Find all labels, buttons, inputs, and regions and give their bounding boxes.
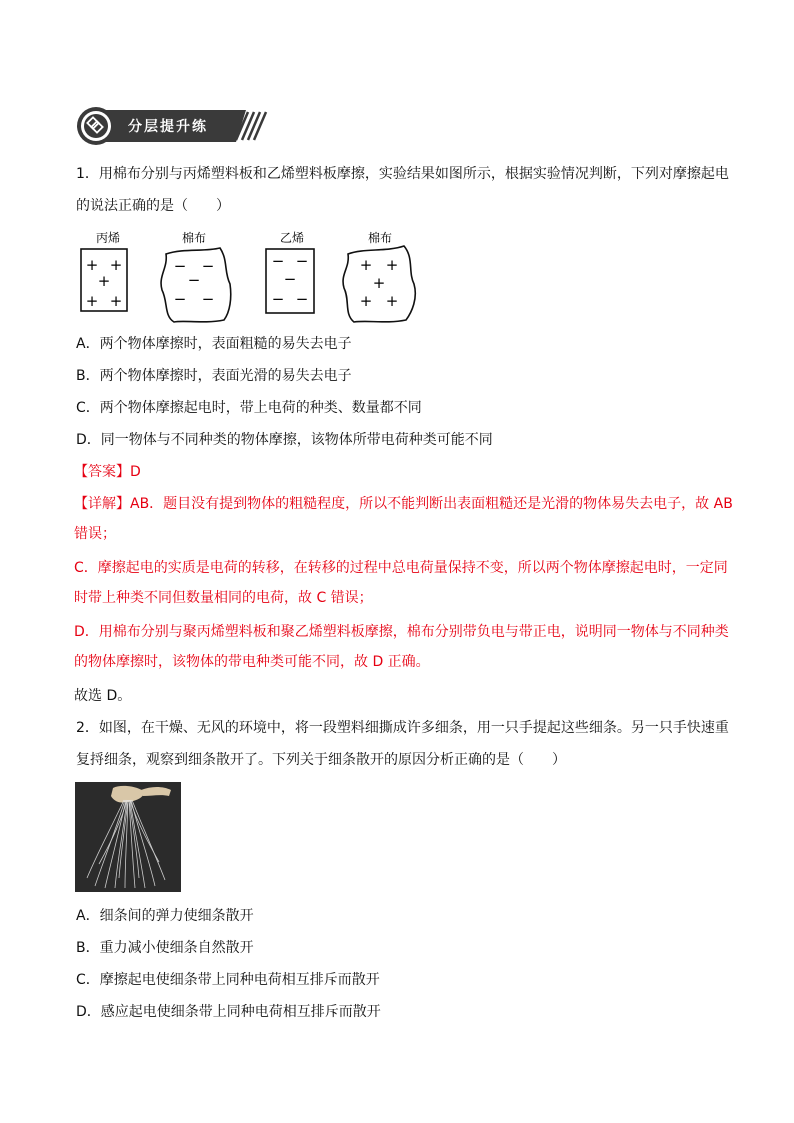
label-cotton-2: 棉布	[367, 231, 393, 245]
q1-answer: 【答案】D	[74, 464, 141, 480]
svg-text:+: +	[359, 256, 373, 274]
svg-text:−: −	[201, 257, 215, 275]
q1-conclusion: 故选 D。	[74, 688, 132, 704]
plastic-strips-photo	[75, 782, 181, 892]
cotton-1-charges	[174, 257, 215, 308]
q1-option-a: A．两个物体摩擦时，表面粗糙的易失去电子	[76, 336, 352, 352]
svg-text:−: −	[271, 290, 285, 308]
q2-stem-continued: 复捋细条，观察到细条散开了。下列关于细条散开的原因分析正确的是（ ）	[76, 752, 566, 768]
svg-text:−: −	[295, 252, 309, 270]
q2-option-d: D．感应起电使细条带上同种电荷相互排斥而散开	[76, 1004, 381, 1020]
q1-detail-ab: 【详解】AB．题目没有提到物体的粗糙程度，所以不能判断出表面粗糙还是光滑的物体易失去电子，故 AB	[74, 496, 733, 512]
svg-text:+: +	[385, 256, 399, 274]
svg-text:+: +	[109, 292, 123, 310]
q1-detail-c-continued: 时带上种类不同但数量相同的电荷，故 C 错误；	[74, 590, 373, 606]
svg-text:+: +	[85, 292, 99, 310]
svg-text:−: −	[283, 270, 297, 288]
svg-text:−: −	[295, 290, 309, 308]
q2-stem: 2．如图，在干燥、无风的环境中，将一段塑料细撕成许多细条，用一只手提起这些细条。另一只手快速重	[76, 720, 729, 736]
svg-text:−: −	[173, 257, 187, 275]
svg-text:−: −	[173, 290, 187, 308]
cotton-2-charges	[360, 256, 399, 310]
q1-detail-d-continued: 的物体摩擦时，该物体的带电种类可能不同，故 D 正确。	[74, 654, 430, 670]
svg-text:−: −	[187, 271, 201, 289]
q2-option-a: A．细条间的弹力使细条散开	[76, 908, 254, 924]
svg-text:−: −	[201, 290, 215, 308]
svg-text:−: −	[271, 252, 285, 270]
q1-detail-c: C．摩擦起电的实质是电荷的转移，在转移的过程中总电荷量保持不变，所以两个物体摩擦起电时，一定同	[74, 560, 728, 576]
section-title: 分层提升练	[128, 119, 208, 135]
svg-text:+: +	[109, 256, 123, 274]
q1-detail-ab-continued: 错误；	[74, 526, 116, 542]
label-cotton-1: 棉布	[181, 231, 207, 245]
label-ethylene: 乙烯	[279, 231, 305, 245]
svg-text:+: +	[359, 292, 373, 310]
q1-option-d: D．同一物体与不同种类的物体摩擦，该物体所带电荷种类可能不同	[76, 432, 493, 448]
label-propylene: 丙烯	[95, 231, 121, 245]
q1-detail-d: D．用棉布分别与聚丙烯塑料板和聚乙烯塑料板摩擦，棉布分别带负电与带正电，说明同一物体与不同种类	[74, 624, 729, 640]
q2-option-c: C．摩擦起电使细条带上同种电荷相互排斥而散开	[76, 972, 380, 988]
q1-stem-continued: 的说法正确的是（ ）	[76, 198, 230, 214]
svg-text:+: +	[385, 292, 399, 310]
friction-diagram	[74, 228, 424, 328]
svg-text:+: +	[85, 256, 99, 274]
svg-text:+: +	[97, 272, 111, 290]
ethylene-charges	[272, 252, 309, 308]
propylene-charges	[86, 256, 123, 310]
q1-option-b: B．两个物体摩擦时，表面光滑的易失去电子	[76, 368, 352, 384]
svg-text:+: +	[372, 274, 386, 292]
q2-option-b: B．重力减小使细条自然散开	[76, 940, 254, 956]
q1-stem: 1．用棉布分别与丙烯塑料板和乙烯塑料板摩擦，实验结果如图所示，根据实验情况判断，下列对摩擦起电	[76, 166, 729, 182]
q1-option-c: C．两个物体摩擦起电时，带上电荷的种类、数量都不同	[76, 400, 422, 416]
